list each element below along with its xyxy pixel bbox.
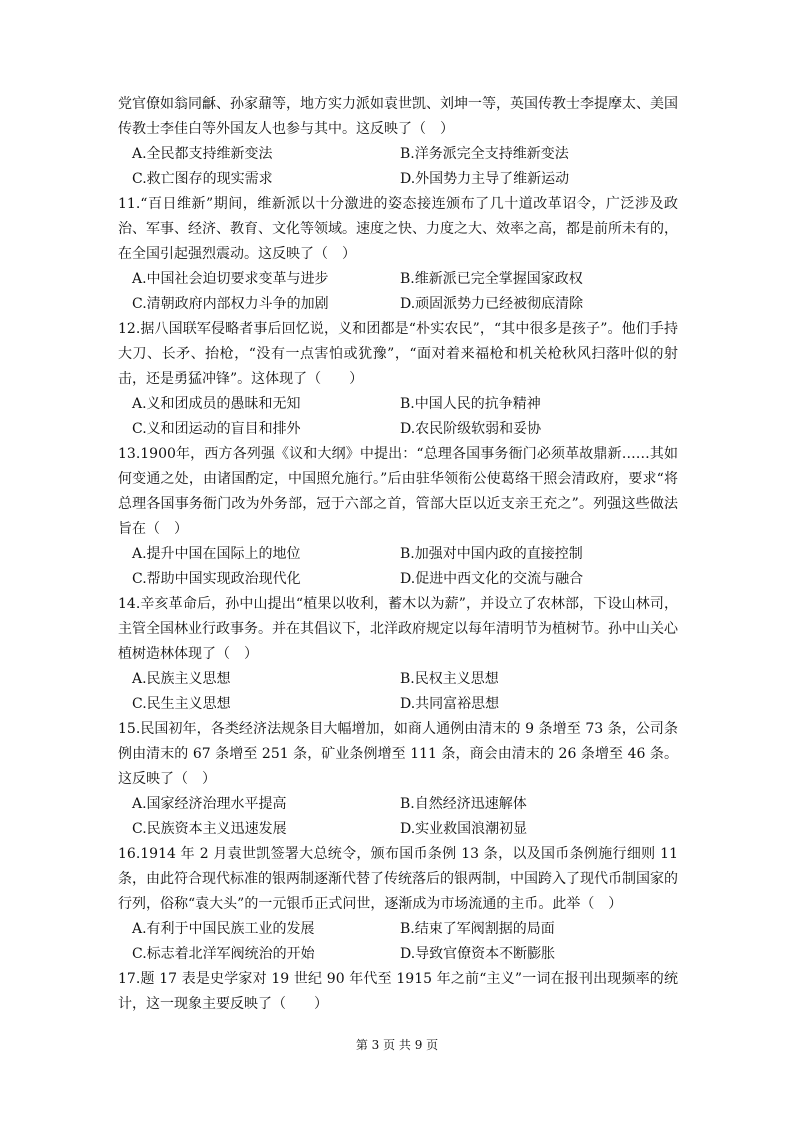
option-c: C.民生主义思想 — [132, 696, 231, 712]
option-b: B.维新派已完全掌握国家政权 — [400, 271, 583, 287]
option-a: A.国家经济治理水平提高 — [132, 796, 287, 812]
question-16 — [118, 842, 678, 967]
option-b: B.中国人民的抗争精神 — [400, 396, 541, 412]
question-stem: 17.题 17 表是史学家对 19 世纪 90 年代至 1915 年之前“主义”一词在报刊出现频率的统计，这一现象主要反映了（ ） — [118, 971, 678, 1012]
option-d: D.实业救国浪潮初显 — [400, 821, 528, 837]
question-10 — [118, 92, 678, 192]
option-a: A.提升中国在国际上的地位 — [132, 546, 301, 562]
question-stem: 11.“百日维新”期间，维新派以十分激进的姿态接连颁布了几十道改革诏令，广泛涉及政治、军事、经济、教育、文化等领域。速度之快、力度之大、效率之高，都是前所未有的，在全国引起强烈震动。这反映了（ ） — [118, 196, 678, 262]
option-c: C.标志着北洋军阀统治的开始 — [132, 946, 315, 962]
option-b: B.自然经济迅速解体 — [400, 796, 527, 812]
question-12 — [118, 317, 678, 442]
option-a: A.全民都支持维新变法 — [132, 146, 273, 162]
option-grid — [118, 792, 678, 842]
option-grid — [118, 142, 678, 192]
question-stem: 12.据八国联军侵略者事后回忆说，义和团都是“朴实农民”，“其中很多是孩子”。他们手持大刀、长矛、抬枪，“没有一点害怕或犹豫”，“面对着来福枪和机关枪秋风扫落叶似的射击，还是勇猛冲锋”。这体现了（ ） — [118, 321, 678, 387]
question-14 — [118, 592, 678, 717]
page-footer: 第 3 页 共 9 页 — [355, 1038, 439, 1052]
option-b: B.洋务派完全支持维新变法 — [400, 146, 569, 162]
option-c: C.帮助中国实现政治现代化 — [132, 571, 301, 587]
question-17 — [118, 967, 678, 1017]
option-c: C.民族资本主义迅速发展 — [132, 821, 287, 837]
option-a: A.中国社会迫切要求变革与进步 — [132, 271, 329, 287]
option-grid — [118, 392, 678, 442]
option-c: C.清朝政府内部权力斗争的加剧 — [132, 296, 329, 312]
option-b: B.加强对中国内政的直接控制 — [400, 546, 583, 562]
option-d: D.外国势力主导了维新运动 — [400, 171, 570, 187]
option-c: C.救亡图存的现实需求 — [132, 171, 273, 187]
option-a: A.有利于中国民族工业的发展 — [132, 921, 315, 937]
option-a: A.义和团成员的愚昧和无知 — [132, 396, 301, 412]
option-d: D.农民阶级软弱和妥协 — [400, 421, 542, 437]
option-b: B.结束了军阀割据的局面 — [400, 921, 555, 937]
option-grid — [118, 667, 678, 717]
question-11 — [118, 192, 678, 317]
option-b: B.民权主义思想 — [400, 671, 499, 687]
question-15 — [118, 717, 678, 842]
option-a: A.民族主义思想 — [132, 671, 231, 687]
option-d: D.促进中西文化的交流与融合 — [400, 571, 584, 587]
question-stem: 党官僚如翁同龢、孙家鼐等，地方实力派如袁世凯、刘坤一等，英国传教士李提摩太、美国传教士李佳白等外国友人也参与其中。这反映了（ ） — [118, 96, 678, 137]
question-stem: 16.1914 年 2 月袁世凯签署大总统令，颁布国币条例 13 条，以及国币条例施行细则 11 条，由此符合现代标准的银两制逐渐代替了传统落后的银两制，中国跨入了现代币制国家的行列，俗称“袁大头”的一元银币正式问世，逐渐成为市场流通的主币。此举（ ） — [118, 846, 678, 912]
question-13 — [118, 442, 678, 592]
option-grid — [118, 917, 678, 967]
question-stem: 15.民国初年，各类经济法规条目大幅增加，如商人通例由清末的 9 条增至 73 条，公司条例由清末的 67 条增至 251 条，矿业条例增至 111 条，商会由清末的 26 条增至 46 条。这反映了（ ） — [118, 721, 678, 787]
option-d: D.顽固派势力已经被彻底清除 — [400, 296, 584, 312]
option-d: D.共同富裕思想 — [400, 696, 500, 712]
option-c: C.义和团运动的盲目和排外 — [132, 421, 301, 437]
option-grid — [118, 542, 678, 592]
question-stem: 13.1900年，西方各列强《议和大纲》中提出：“总理各国事务衙门必须革故鼎新……其如何变通之处，由诸国酌定，中国照允施行。”后由驻华领衔公使葛络干照会清政府，要求“将总理各国事务衙门改为外务部，冠于六部之首，管部大臣以近支亲王充之”。列强这些做法旨在（ ） — [118, 446, 678, 537]
question-list — [118, 92, 678, 1017]
option-grid — [118, 267, 678, 317]
question-stem: 14.辛亥革命后，孙中山提出“植果以收利，蓄木以为薪”，并设立了农林部，下设山林司，主管全国林业行政事务。并在其倡议下，北洋政府规定以每年清明节为植树节。孙中山关心植树造林体现了（ ） — [118, 596, 678, 662]
option-d: D.导致官僚资本不断膨胀 — [400, 946, 556, 962]
